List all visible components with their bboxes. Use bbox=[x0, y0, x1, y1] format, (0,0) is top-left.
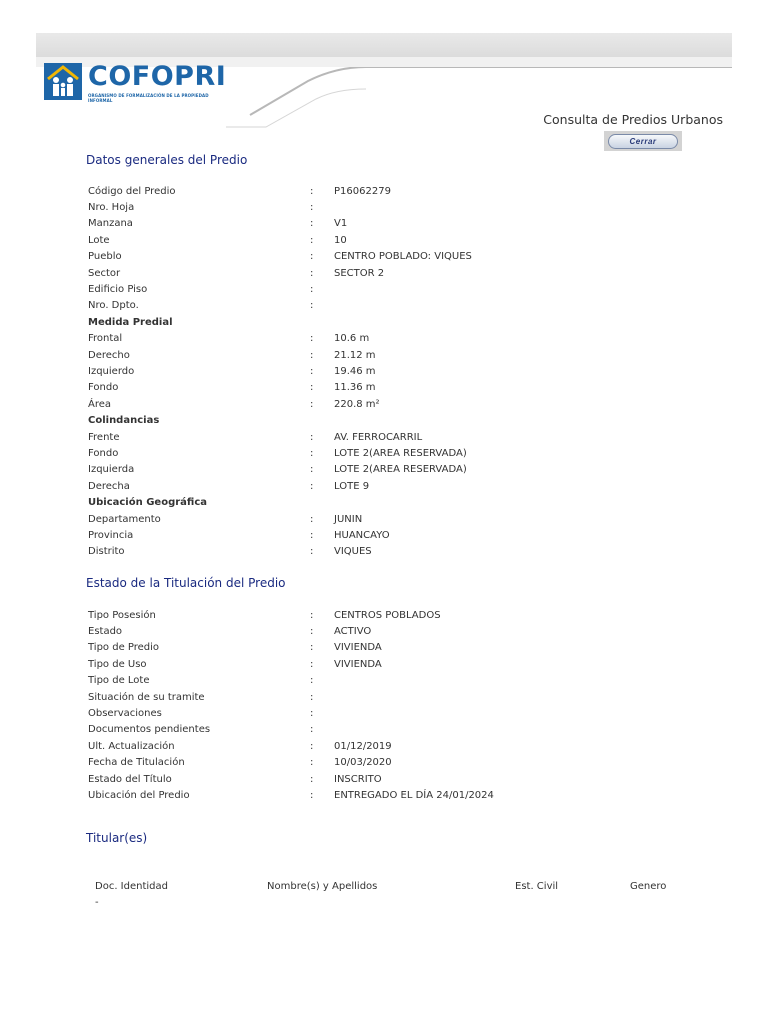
table-row bbox=[86, 298, 474, 314]
table-row bbox=[86, 689, 496, 705]
field-label: Departamento bbox=[88, 513, 161, 525]
field-value: 10 bbox=[334, 234, 347, 246]
field-value: CENTROS POBLADOS bbox=[334, 609, 441, 621]
table-row bbox=[86, 396, 474, 412]
field-label: Código del Predio bbox=[88, 185, 176, 197]
table-row bbox=[86, 787, 496, 803]
header-top-bar bbox=[36, 33, 732, 57]
field-value: 19.46 m bbox=[334, 365, 376, 377]
field-label: Tipo de Predio bbox=[88, 642, 160, 654]
table-row bbox=[86, 380, 474, 396]
field-separator: : bbox=[310, 626, 314, 638]
table-row bbox=[86, 347, 474, 363]
field-value: LOTE 9 bbox=[334, 480, 370, 492]
field-value: CENTRO POBLADO: VIQUES bbox=[334, 251, 472, 263]
field-separator: : bbox=[310, 740, 314, 752]
table-row bbox=[86, 232, 474, 248]
field-label: Frente bbox=[88, 431, 120, 443]
table-row bbox=[86, 199, 474, 215]
table-row bbox=[86, 331, 474, 347]
group-header-label: Ubicación Geográfica bbox=[88, 497, 207, 509]
column-header-nombre: Nombre(s) y Apellidos bbox=[267, 881, 378, 892]
field-label: Ubicación del Predio bbox=[88, 789, 190, 801]
field-value: VIQUES bbox=[334, 546, 372, 558]
column-header-estado-civil: Est. Civil bbox=[515, 881, 559, 892]
field-separator: : bbox=[310, 365, 314, 377]
field-value bbox=[332, 199, 474, 215]
field-separator: : bbox=[310, 658, 314, 670]
field-label: Situación de su tramite bbox=[88, 691, 205, 703]
group-header-row bbox=[86, 314, 474, 330]
table-row bbox=[86, 363, 474, 379]
field-value: HUANCAYO bbox=[334, 529, 390, 541]
field-separator: : bbox=[310, 431, 314, 443]
field-separator: : bbox=[310, 757, 314, 769]
field-label: Área bbox=[88, 398, 112, 410]
column-header-genero: Genero bbox=[630, 881, 667, 892]
close-button-label: Cerrar bbox=[608, 134, 678, 149]
table-row bbox=[86, 429, 474, 445]
field-separator: : bbox=[310, 382, 314, 394]
field-label: Estado del Título bbox=[88, 773, 172, 785]
field-label: Tipo de Uso bbox=[88, 658, 147, 670]
section-title-datos: Datos generales del Predio bbox=[86, 153, 248, 167]
field-label: Lote bbox=[88, 234, 110, 246]
field-separator: : bbox=[310, 234, 314, 246]
field-separator: : bbox=[310, 609, 314, 621]
page-header bbox=[36, 33, 732, 127]
field-separator: : bbox=[310, 251, 314, 263]
table-row bbox=[86, 673, 496, 689]
field-value: VIVIENDA bbox=[334, 642, 382, 654]
field-label: Derecho bbox=[88, 349, 130, 361]
group-header-label: Colindancias bbox=[88, 415, 160, 427]
field-separator: : bbox=[310, 724, 314, 736]
field-value bbox=[332, 689, 496, 705]
field-label: Sector bbox=[88, 267, 121, 279]
field-value bbox=[332, 281, 474, 297]
table-row bbox=[86, 265, 474, 281]
field-value: ENTREGADO EL DÍA 24/01/2024 bbox=[334, 789, 494, 801]
field-separator: : bbox=[310, 708, 314, 720]
field-value: AV. FERROCARRIL bbox=[334, 431, 423, 443]
field-value: 220.8 m² bbox=[334, 398, 380, 410]
field-label: Fondo bbox=[88, 382, 119, 394]
page-title: Consulta de Predios Urbanos bbox=[543, 112, 723, 127]
table-row bbox=[86, 705, 496, 721]
field-value: 21.12 m bbox=[334, 349, 376, 361]
field-separator: : bbox=[310, 185, 314, 197]
table-row bbox=[86, 281, 474, 297]
table-row bbox=[86, 462, 474, 478]
field-label: Manzana bbox=[88, 218, 133, 230]
field-label: Izquierdo bbox=[88, 365, 135, 377]
table-row bbox=[86, 216, 474, 232]
table-row bbox=[86, 640, 496, 656]
field-value: LOTE 2(AREA RESERVADA) bbox=[334, 464, 467, 476]
field-label: Distrito bbox=[88, 546, 125, 558]
table-row bbox=[86, 527, 474, 543]
field-label: Observaciones bbox=[88, 708, 162, 720]
field-separator: : bbox=[310, 218, 314, 230]
group-header-row bbox=[86, 412, 474, 428]
field-separator: : bbox=[310, 789, 314, 801]
field-separator: : bbox=[310, 464, 314, 476]
field-separator: : bbox=[310, 546, 314, 558]
table-row bbox=[86, 511, 474, 527]
table-row bbox=[86, 478, 474, 494]
field-separator: : bbox=[310, 267, 314, 279]
table-row bbox=[86, 607, 496, 623]
close-button[interactable] bbox=[604, 131, 682, 151]
field-label: Estado bbox=[88, 626, 123, 638]
field-value: LOTE 2(AREA RESERVADA) bbox=[334, 447, 467, 459]
table-row bbox=[86, 249, 474, 265]
field-separator: : bbox=[310, 675, 314, 687]
section-title-titulares: Titular(es) bbox=[86, 831, 148, 845]
field-separator: : bbox=[310, 349, 314, 361]
table-row bbox=[86, 722, 496, 738]
field-separator: : bbox=[310, 202, 314, 214]
logo-title: COFOPRI bbox=[88, 61, 227, 92]
table-row bbox=[86, 755, 496, 771]
field-label: Fondo bbox=[88, 447, 119, 459]
field-label: Documentos pendientes bbox=[88, 724, 211, 736]
field-separator: : bbox=[310, 642, 314, 654]
field-value: P16062279 bbox=[334, 185, 391, 197]
field-value: VIVIENDA bbox=[334, 658, 382, 670]
field-label: Edificio Piso bbox=[88, 284, 148, 296]
table-row bbox=[86, 544, 474, 560]
datos-table bbox=[86, 183, 474, 560]
field-value: INSCRITO bbox=[334, 773, 382, 785]
cofopri-logo bbox=[44, 63, 226, 103]
group-header-label: Medida Predial bbox=[88, 316, 173, 328]
field-separator: : bbox=[310, 529, 314, 541]
group-header-row bbox=[86, 494, 474, 510]
section-title-estado: Estado de la Titulación del Predio bbox=[86, 576, 286, 590]
field-value bbox=[332, 722, 496, 738]
field-label: Tipo Posesión bbox=[88, 609, 156, 621]
field-value: 10/03/2020 bbox=[334, 757, 392, 769]
field-separator: : bbox=[310, 398, 314, 410]
table-row bbox=[86, 656, 496, 672]
field-separator: : bbox=[310, 513, 314, 525]
field-value bbox=[332, 705, 496, 721]
field-separator: : bbox=[310, 333, 314, 345]
field-label: Tipo de Lote bbox=[88, 675, 150, 687]
table-row bbox=[86, 445, 474, 461]
table-row bbox=[86, 738, 496, 754]
column-header-doc: Doc. Identidad bbox=[95, 881, 168, 892]
field-value: ACTIVO bbox=[334, 626, 372, 638]
logo-subtitle: ORGANISMO DE FORMALIZACIÓN DE LA PROPIEDAD INFORMAL bbox=[88, 93, 209, 103]
field-value: 01/12/2019 bbox=[334, 740, 392, 752]
family-house-icon bbox=[44, 63, 82, 100]
table-row bbox=[86, 183, 474, 199]
field-separator: : bbox=[310, 447, 314, 459]
field-separator: : bbox=[310, 480, 314, 492]
field-separator: : bbox=[310, 300, 314, 312]
field-label: Izquierda bbox=[88, 464, 135, 476]
field-value: 11.36 m bbox=[334, 382, 376, 394]
field-separator: : bbox=[310, 284, 314, 296]
field-label: Fecha de Titulación bbox=[88, 757, 185, 769]
field-value: 10.6 m bbox=[334, 333, 370, 345]
estado-table bbox=[86, 607, 496, 804]
field-label: Frontal bbox=[88, 333, 123, 345]
field-separator: : bbox=[310, 773, 314, 785]
field-label: Provincia bbox=[88, 529, 134, 541]
field-value: SECTOR 2 bbox=[334, 267, 385, 279]
field-label: Ult. Actualización bbox=[88, 740, 175, 752]
field-label: Derecha bbox=[88, 480, 130, 492]
table-row: - bbox=[95, 897, 99, 908]
table-row bbox=[86, 623, 496, 639]
field-label: Nro. Dpto. bbox=[88, 300, 139, 312]
field-label: Pueblo bbox=[88, 251, 122, 263]
field-value: JUNIN bbox=[334, 513, 363, 525]
field-separator: : bbox=[310, 691, 314, 703]
field-value bbox=[332, 298, 474, 314]
field-value bbox=[332, 673, 496, 689]
table-row bbox=[86, 771, 496, 787]
field-value: V1 bbox=[334, 218, 348, 230]
field-label: Nro. Hoja bbox=[88, 202, 135, 214]
